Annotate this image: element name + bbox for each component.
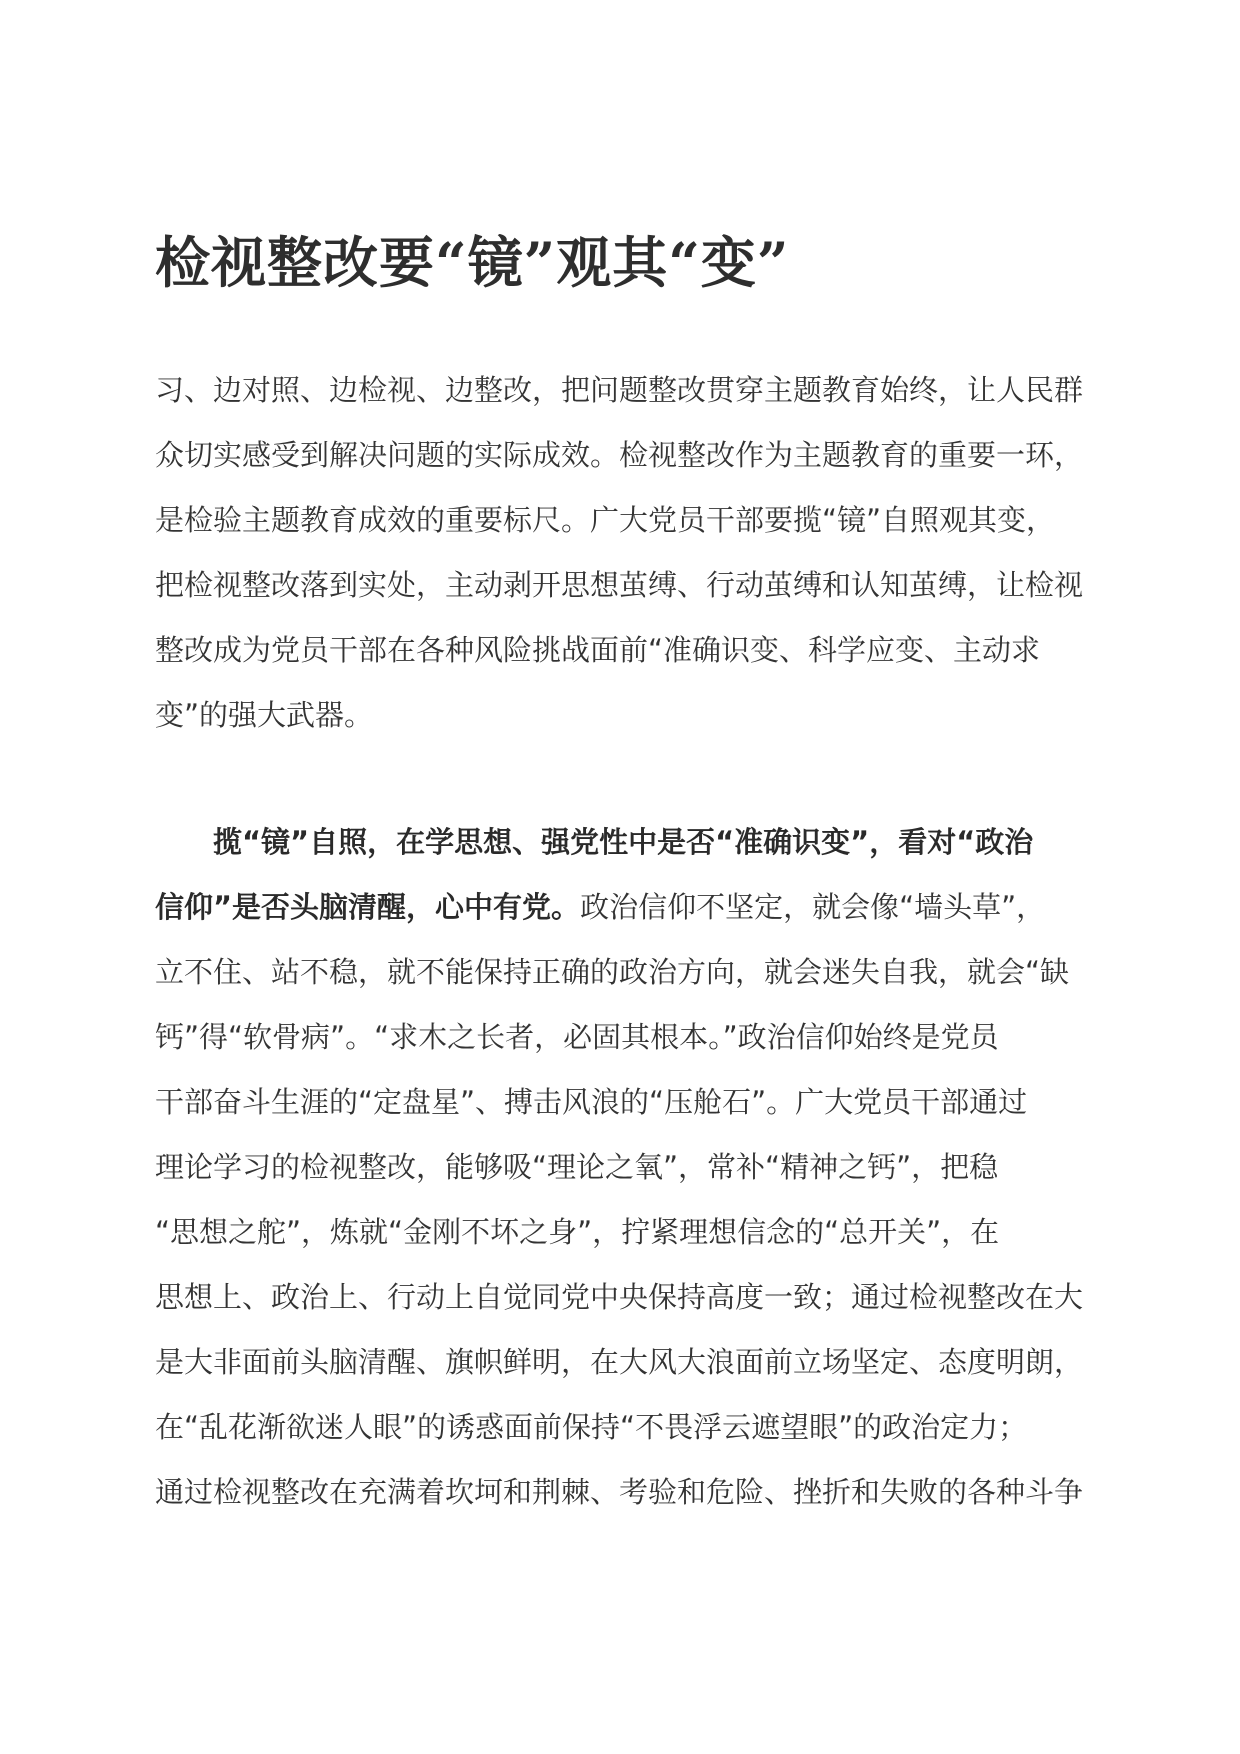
section-heading-text: 信仰”是否头脑清醒，心中有党。 [155, 890, 581, 924]
text-line: “思想之舵”，炼就“金刚不坏之身”，拧紧理想信念的“总开关”，在 [155, 1215, 1000, 1249]
text-line: 立不住、站不稳，就不能保持正确的政治方向，就会迷失自我，就会“缺 [155, 955, 1070, 989]
text-line: 是大非面前头脑清醒、旗帜鲜明，在大风大浪面前立场坚定、态度明朗， [155, 1345, 1084, 1379]
paragraph-section-1 [155, 810, 1084, 1525]
text-line: 是检验主题教育成效的重要标尺。广大党员干部要揽“镜”自照观其变， [155, 503, 1056, 537]
text-line: 思想上、政治上、行动上自觉同党中央保持高度一致；通过检视整改在大 [155, 1280, 1084, 1314]
text-line: 干部奋斗生涯的“定盘星”、搏击风浪的“压舱石”。广大党员干部通过 [155, 1085, 1028, 1119]
text-line: 众切实感受到解决问题的实际成效。检视整改作为主题教育的重要一环， [155, 438, 1084, 472]
section-heading-text: 揽“镜”自照，在学思想、强党性中是否“准确识变”，看对“政治 [213, 825, 1034, 859]
section-heading-line [155, 810, 1060, 875]
text-line: 通过检视整改在充满着坎坷和荆棘、考验和危险、挫折和失败的各种斗争 [155, 1475, 1084, 1509]
text-line: 在“乱花渐欲迷人眼”的诱惑面前保持“不畏浮云遮望眼”的政治定力； [155, 1410, 1028, 1444]
text-line: 变”的强大武器。 [155, 698, 374, 732]
text-line: 理论学习的检视整改，能够吸“理论之氧”，常补“精神之钙”，把稳 [155, 1150, 999, 1184]
text-line: 把检视整改落到实处，主动剥开思想茧缚、行动茧缚和认知茧缚，让检视 [155, 568, 1084, 602]
text-line: 习、边对照、边检视、边整改，把问题整改贯穿主题教育始终，让人民群 [155, 373, 1084, 407]
body-text: 政治信仰不坚定，就会像“墙头草”， [580, 890, 1046, 924]
paragraph-intro [155, 358, 1084, 748]
text-line: 整改成为党员干部在各种风险挑战面前“准确识变、科学应变、主动求 [155, 633, 1041, 667]
document-title: 检视整改要“镜”观其“变” [155, 230, 790, 295]
text-line [155, 875, 1060, 940]
text-line: 钙”得“软骨病”。“求木之长者，必固其根本。”政治信仰始终是党员 [155, 1020, 999, 1054]
